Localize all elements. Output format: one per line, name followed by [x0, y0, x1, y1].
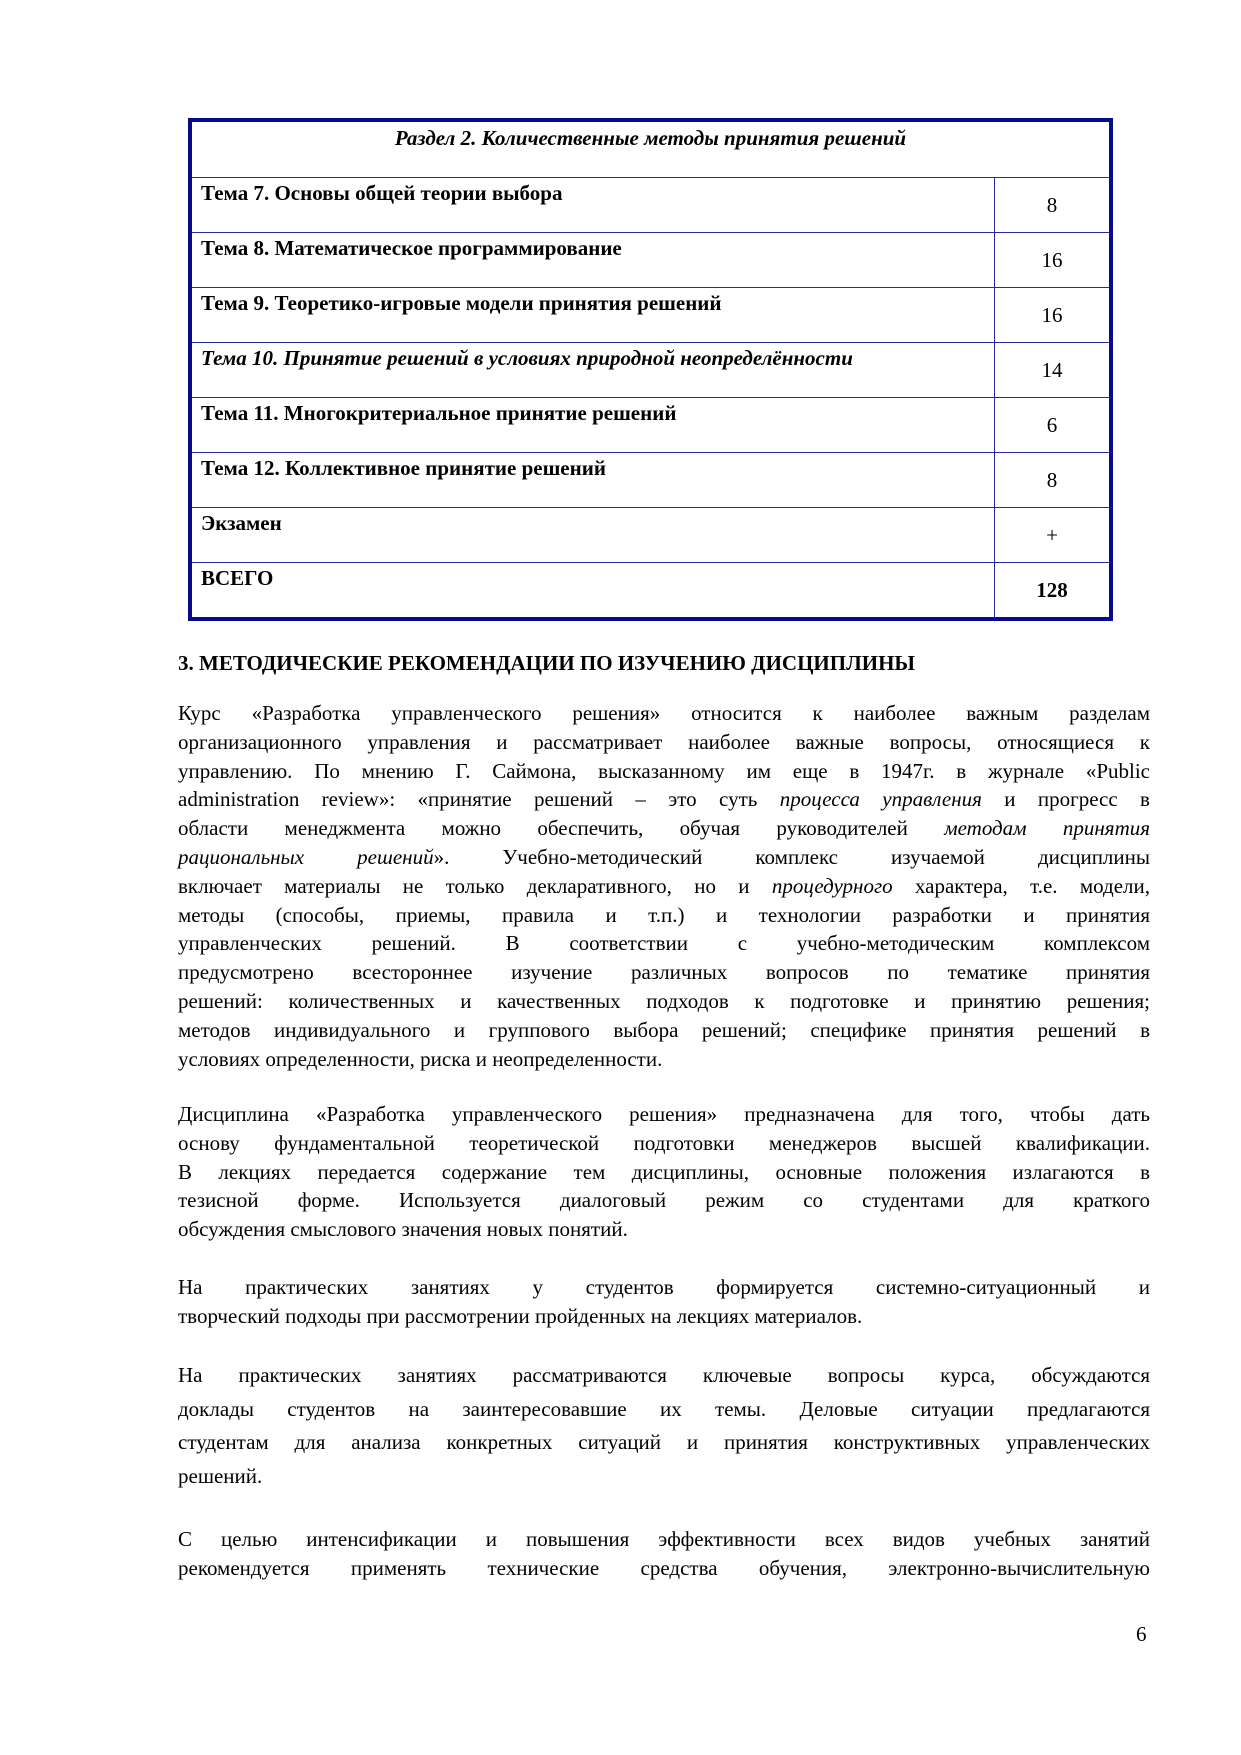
paragraph — [178, 1359, 1150, 1493]
hours-cell: + — [994, 508, 1109, 562]
text-line — [178, 929, 1150, 958]
text-line — [178, 1186, 1150, 1215]
table-row — [192, 287, 1109, 342]
table-row — [192, 397, 1109, 452]
text-line — [178, 785, 1150, 814]
text-line — [178, 699, 1150, 728]
hours-cell: 8 — [994, 453, 1109, 507]
text-line — [178, 1045, 1150, 1074]
text-line — [178, 958, 1150, 987]
text-segment: творческий подходы при рассмотрении пройденных на лекциях материалов. — [178, 1303, 863, 1328]
text-line — [178, 757, 1150, 786]
text-line — [178, 1554, 1150, 1583]
text-line — [178, 1100, 1150, 1129]
text-line — [178, 1158, 1150, 1187]
table-row — [192, 342, 1109, 397]
text-segment: методов индивидуального и группового выбора решений; специфике принятия решений в — [178, 1017, 1150, 1042]
text-line — [178, 1359, 1150, 1393]
topic-cell: Тема 9. Теоретико-игровые модели принятия решений — [201, 291, 722, 315]
page-number: 6 — [1136, 1622, 1147, 1646]
text-segment: характера, т.е. модели, — [892, 873, 1150, 898]
text-line — [178, 987, 1150, 1016]
text-segment: предусмотрено всестороннее изучение различных вопросов по тематике принятия — [178, 960, 1150, 985]
hours-cell: 6 — [994, 398, 1109, 452]
hours-cell: 14 — [994, 343, 1109, 397]
topic-cell: Тема 7. Основы общей теории выбора — [201, 181, 563, 205]
text-line — [178, 1302, 1150, 1331]
text-line — [178, 728, 1150, 757]
paragraph — [178, 699, 1150, 1073]
topic-cell: Тема 8. Математическое программирование — [201, 236, 622, 260]
text-line — [178, 1016, 1150, 1045]
topic-cell: Экзамен — [201, 511, 282, 535]
text-segment: организационного управления и рассматривает наиболее важные вопросы, относящиеся к — [178, 729, 1150, 754]
text-segment: Курс «Разработка управленческого решения» относится к наиболее важным разделам — [178, 701, 1150, 725]
italic-text: методам принятия — [944, 816, 1150, 841]
text-segment: В лекциях передается содержание тем дисциплины, основные положения излагаются в — [178, 1159, 1150, 1184]
topic-cell: Тема 10. Принятие решений в условиях природной неопределённости — [201, 346, 853, 370]
text-line — [178, 1129, 1150, 1158]
paragraph — [178, 1273, 1150, 1331]
table-row — [192, 177, 1109, 232]
text-segment: студентам для анализа конкретных ситуаций и принятия конструктивных управленческих — [178, 1430, 1150, 1454]
text-line — [178, 1215, 1150, 1244]
text-segment: доклады студентов на заинтересовавшие их темы. Деловые ситуации предлагаются — [178, 1396, 1150, 1421]
text-segment: управленческих решений. В соответствии с учебно-методическим комплексом — [178, 931, 1150, 956]
text-segment: administration review»: «принятие решений – это суть — [178, 787, 780, 812]
paragraph — [178, 1100, 1150, 1244]
hours-cell: 8 — [994, 178, 1109, 232]
topic-cell: Тема 11. Многокритериальное принятие решений — [201, 401, 677, 425]
text-segment: и прогресс в — [981, 787, 1150, 812]
text-segment: На практических занятиях у студентов формируется системно-ситуационный и — [178, 1275, 1150, 1299]
text-line — [178, 901, 1150, 930]
text-segment: решений. — [178, 1463, 263, 1488]
italic-text: процедурного — [771, 873, 893, 898]
paragraph — [178, 1525, 1150, 1583]
text-segment: тезисной форме. Используется диалоговый режим со студентами для краткого — [178, 1188, 1150, 1213]
text-segment: Дисциплина «Разработка управленческого решения» предназначена для того, чтобы дать — [178, 1102, 1150, 1126]
hours-table — [188, 118, 1113, 621]
italic-text: процесса управления — [779, 787, 982, 812]
text-line — [178, 1393, 1150, 1427]
table-row — [192, 232, 1109, 287]
text-segment: управлению. По мнению Г. Саймона, высказанному им еще в 1947г. в журнале «Public — [178, 758, 1150, 783]
text-line — [178, 872, 1150, 901]
text-segment: обсуждения смыслового значения новых понятий. — [178, 1217, 628, 1242]
text-line — [178, 843, 1150, 872]
text-line — [178, 1525, 1150, 1554]
text-line — [178, 1273, 1150, 1302]
italic-text: рациональных решений — [178, 844, 434, 869]
section-heading: 3. МЕТОДИЧЕСКИЕ РЕКОМЕНДАЦИИ ПО ИЗУЧЕНИЮ ДИСЦИПЛИНЫ — [178, 651, 916, 675]
text-segment: включает материалы не только декларативного, но и — [178, 873, 772, 898]
section-title: Раздел 2. Количественные методы принятия решений — [394, 126, 907, 150]
table-row — [192, 562, 1109, 617]
text-segment: области менеджмента можно обеспечить, обучая руководителей — [178, 816, 945, 841]
text-segment: рекомендуется применять технические средства обучения, электронно-вычислительную — [178, 1555, 1150, 1580]
hours-cell: 16 — [994, 233, 1109, 287]
text-segment: ». Учебно-методический комплекс изучаемой дисциплины — [433, 844, 1150, 869]
text-segment: основу фундаментальной теоретической подготовки менеджеров высшей квалификации. — [178, 1130, 1150, 1155]
text-segment: решений: количественных и качественных подходов к подготовке и принятию решения; — [178, 988, 1150, 1013]
table-row — [192, 452, 1109, 507]
text-segment: методы (способы, приемы, правила и т.п.) и технологии разработки и принятия — [178, 902, 1150, 927]
text-line — [178, 1460, 1150, 1494]
text-segment: условиях определенности, риска и неопределенности. — [178, 1046, 663, 1071]
text-line — [178, 1426, 1150, 1460]
text-segment: На практических занятиях рассматриваются ключевые вопросы курса, обсуждаются — [178, 1363, 1150, 1387]
hours-cell: 128 — [994, 563, 1109, 617]
topic-cell: Тема 12. Коллективное принятие решений — [201, 456, 606, 480]
topic-cell: ВСЕГО — [201, 566, 274, 590]
text-line — [178, 814, 1150, 843]
text-segment: С целью интенсификации и повышения эффективности всех видов учебных занятий — [178, 1527, 1150, 1551]
hours-cell: 16 — [994, 288, 1109, 342]
table-row — [192, 507, 1109, 562]
